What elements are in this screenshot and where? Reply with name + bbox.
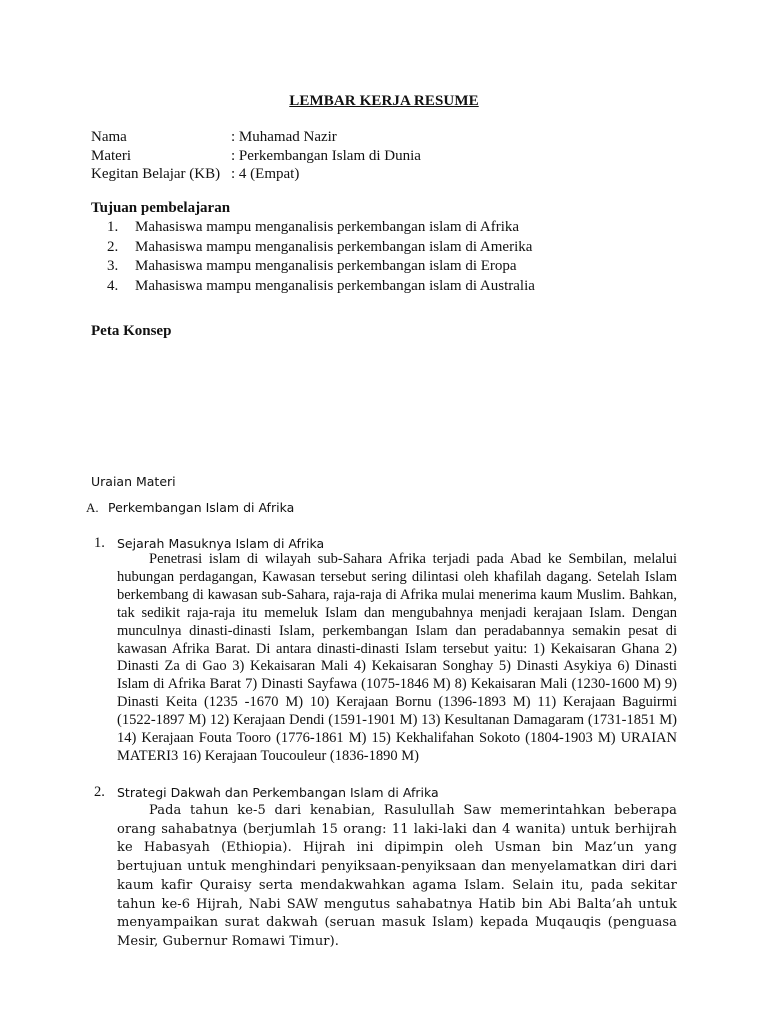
info-block <box>91 128 421 184</box>
info-value: : Perkembangan Islam di Dunia <box>231 147 421 164</box>
concept-map-heading: Peta Konsep <box>91 323 172 339</box>
info-row-name <box>91 128 421 147</box>
list-item <box>107 257 535 277</box>
info-row-kb <box>91 165 421 184</box>
list-text: Mahasiswa mampu menganalisis perkembangan islam di Australia <box>135 277 535 294</box>
list-item <box>107 238 535 258</box>
info-value: : Muhamad Nazir <box>231 129 337 145</box>
list-number: 3. <box>107 258 119 274</box>
list-text: Mahasiswa mampu menganalisis perkembangan islam di Afrika <box>135 219 520 235</box>
info-row-materi <box>91 147 421 166</box>
subsection-body-2: Pada tahun ke-5 dari kenabian, Rasulullah Saw memerintahkan beberapa orang sahabatnya (berjumlah 15 orang: 11 laki-laki dan 4 wanita) untuk berhijrah ke Habasyah (Ethiopia). Hijrah ini dipimpin oleh Usman bin Maz’un yang bertujuan untuk menghindari penyiksaan-penyiksaan dan menyelamatkan diri dari kaum kafir Quraisy serta mendakwahkan agama Islam. Selain itu, pada sekitar tahun ke-6 Hijrah, Nabi SAW mengutus sahabatnya Hatib bin Abi Balta’ah untuk menyampaikan surat dakwah (seruan masuk Islam) kepada Muqauqis (penguasa Mesir, Gubernur Romawi Timur). <box>117 803 677 949</box>
subsection-body-1: Penetrasi islam di wilayah sub-Sahara Afrika terjadi pada Abad ke Sembilan, melalui hubungan perdagangan, Kawasan tersebut sering dilintasi oleh khafilah dagang. Setelah Islam berkembang di kawasan sub-Sahara, raja-raja di Afrika mulai menerima kaum Muslim. Bahkan, tak sedikit raja-raja itu memeluk Islam dan mengubahnya menjadi kerajaan Islam. Dengan munculnya dinasti-dinasti Islam, perkembangan Islam dan peradabannya semakin pesat di kawasan Afrika Barat. Di antara dinasti-dinasti Islam tersebut yaitu: 1) Kekaisaran Ghana 2) Dinasti Za di Gao 3) Kekaisaran Mali 4) Kekaisaran Songhay 5) Dinasti Asykiya 6) Dinasti Islam di Afrika Barat 7) Dinasti Sayfawa (1075-1846 M) 8) Kekaisaran Mali (1230-1600 M) 9) Dinasti Keita (1235 -1670 M) 10) Kerajaan Bornu (1396-1893 M) 11) Kerajaan Baguirmi (1522-1897 M) 12) Kerajaan Dendi (1591-1901 M) 13) Kesultanan Damagaram (1731-1851 M) 14) Kerajaan Fouta Tooro (1776-1861 M) 15) Kekhalifahan Sokoto (1804-1903 M) URAIAN MATERI3 16) Kerajaan Toucouleur (1836-1890 M) <box>117 551 677 764</box>
info-label: Materi <box>91 147 131 164</box>
subsection-number: 1. <box>94 535 105 551</box>
info-label: Nama <box>91 129 127 145</box>
subsection-number: 2. <box>94 784 105 800</box>
material-heading: Uraian Materi <box>91 474 176 489</box>
list-item <box>107 218 535 238</box>
subsection-heading-2 <box>94 784 439 801</box>
section-a-heading <box>86 500 294 516</box>
subsection-title: Sejarah Masuknya Islam di Afrika <box>117 536 325 551</box>
document-title: LEMBAR KERJA RESUME <box>289 93 479 109</box>
list-number: 4. <box>107 277 119 294</box>
section-title: Perkembangan Islam di Afrika <box>108 500 295 515</box>
list-text: Mahasiswa mampu menganalisis perkembangan islam di Eropa <box>135 258 517 274</box>
list-item <box>107 277 535 297</box>
section-letter: A. <box>86 500 99 515</box>
list-text: Mahasiswa mampu menganalisis perkembangan islam di Amerika <box>135 238 533 255</box>
goals-heading: Tujuan pembelajaran <box>91 200 231 216</box>
list-number: 1. <box>107 219 119 235</box>
subsection-heading-1 <box>94 535 324 552</box>
goals-list <box>107 218 535 296</box>
info-value: : 4 (Empat) <box>231 166 300 182</box>
info-label: Kegitan Belajar (KB) <box>91 166 221 182</box>
list-number: 2. <box>107 238 119 255</box>
subsection-title: Strategi Dakwah dan Perkembangan Islam di Afrika <box>117 785 439 800</box>
